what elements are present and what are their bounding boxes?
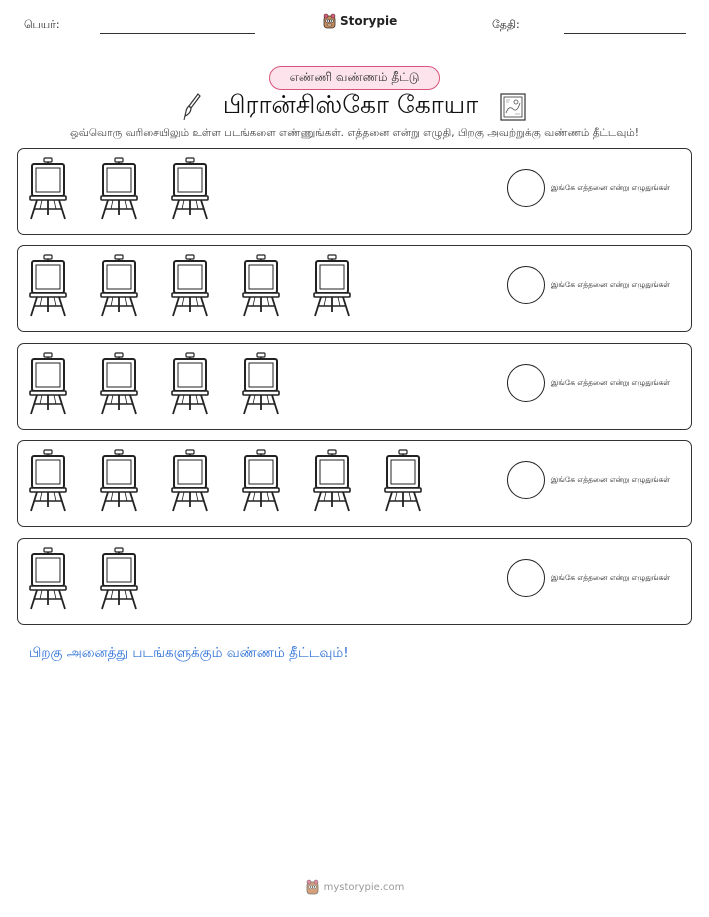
easel-group (28, 352, 281, 416)
count-row (17, 245, 692, 332)
easel-icon (99, 157, 139, 221)
easel-icon (99, 449, 139, 513)
answer-hint: இங்கே எத்தனை என்று எழுதுங்கள் (551, 573, 671, 582)
easel-icon (241, 254, 281, 318)
count-row (17, 343, 692, 430)
easel-icon (99, 254, 139, 318)
answer-circle[interactable] (507, 266, 545, 304)
answer-hint: இங்கே எத்தனை என்று எழுதுங்கள் (551, 378, 671, 387)
answer-circle[interactable] (507, 364, 545, 402)
easel-icon (383, 449, 423, 513)
count-row (17, 538, 692, 625)
easel-group (28, 547, 139, 611)
brand-name: Storypie (340, 14, 398, 28)
date-label: தேதி: (492, 18, 520, 31)
easel-icon (312, 449, 352, 513)
answer-circle[interactable] (507, 461, 545, 499)
page-title: பிரான்சிஸ்கோ கோயா (222, 90, 479, 119)
answer-hint: இங்கே எத்தனை என்று எழுதுங்கள் (551, 183, 671, 192)
answer-circle[interactable] (507, 169, 545, 207)
name-label: பெயர்: (24, 18, 60, 31)
paintbrush-icon (183, 92, 201, 122)
brand-logo (322, 13, 397, 29)
activity-type-label: எண்ணி வண்ணம் தீட்டு (289, 70, 420, 84)
closing-instruction: பிறகு அனைத்து படங்களுக்கும் வண்ணம் தீட்டவும்! (29, 645, 349, 661)
activity-type-badge (269, 66, 440, 90)
easel-group (28, 449, 423, 513)
answer-hint: இங்கே எத்தனை என்று எழுதுங்கள் (551, 475, 671, 484)
framed-painting-icon (500, 93, 526, 121)
count-row (17, 148, 692, 235)
answer-hint: இங்கே எத்தனை என்று எழுதுங்கள் (551, 280, 671, 289)
easel-icon (241, 352, 281, 416)
answer-circle[interactable] (507, 559, 545, 597)
easel-icon (28, 547, 68, 611)
easel-icon (99, 547, 139, 611)
easel-icon (312, 254, 352, 318)
easel-group (28, 157, 210, 221)
easel-icon (170, 157, 210, 221)
easel-icon (28, 254, 68, 318)
footer-url: mystorypie.com (323, 881, 405, 893)
footer (0, 879, 709, 895)
count-row (17, 440, 692, 527)
name-field-line[interactable] (100, 33, 255, 34)
easel-icon (170, 254, 210, 318)
easel-icon (28, 157, 68, 221)
instructions: ஒவ்வொரு வரிசையிலும் உள்ள படங்களை எண்ணுங்கள். எத்தனை என்று எழுதி, பிறகு அவற்றுக்கு வண்ணம் தீட்டவும்! (70, 127, 639, 139)
easel-icon (241, 449, 281, 513)
easel-group (28, 254, 352, 318)
easel-icon (28, 352, 68, 416)
easel-icon (28, 449, 68, 513)
title-row (0, 90, 709, 123)
easel-icon (170, 352, 210, 416)
date-field-line[interactable] (564, 33, 686, 34)
storypie-mascot-icon (322, 13, 337, 29)
storypie-mascot-icon (305, 879, 320, 895)
easel-icon (99, 352, 139, 416)
easel-icon (170, 449, 210, 513)
